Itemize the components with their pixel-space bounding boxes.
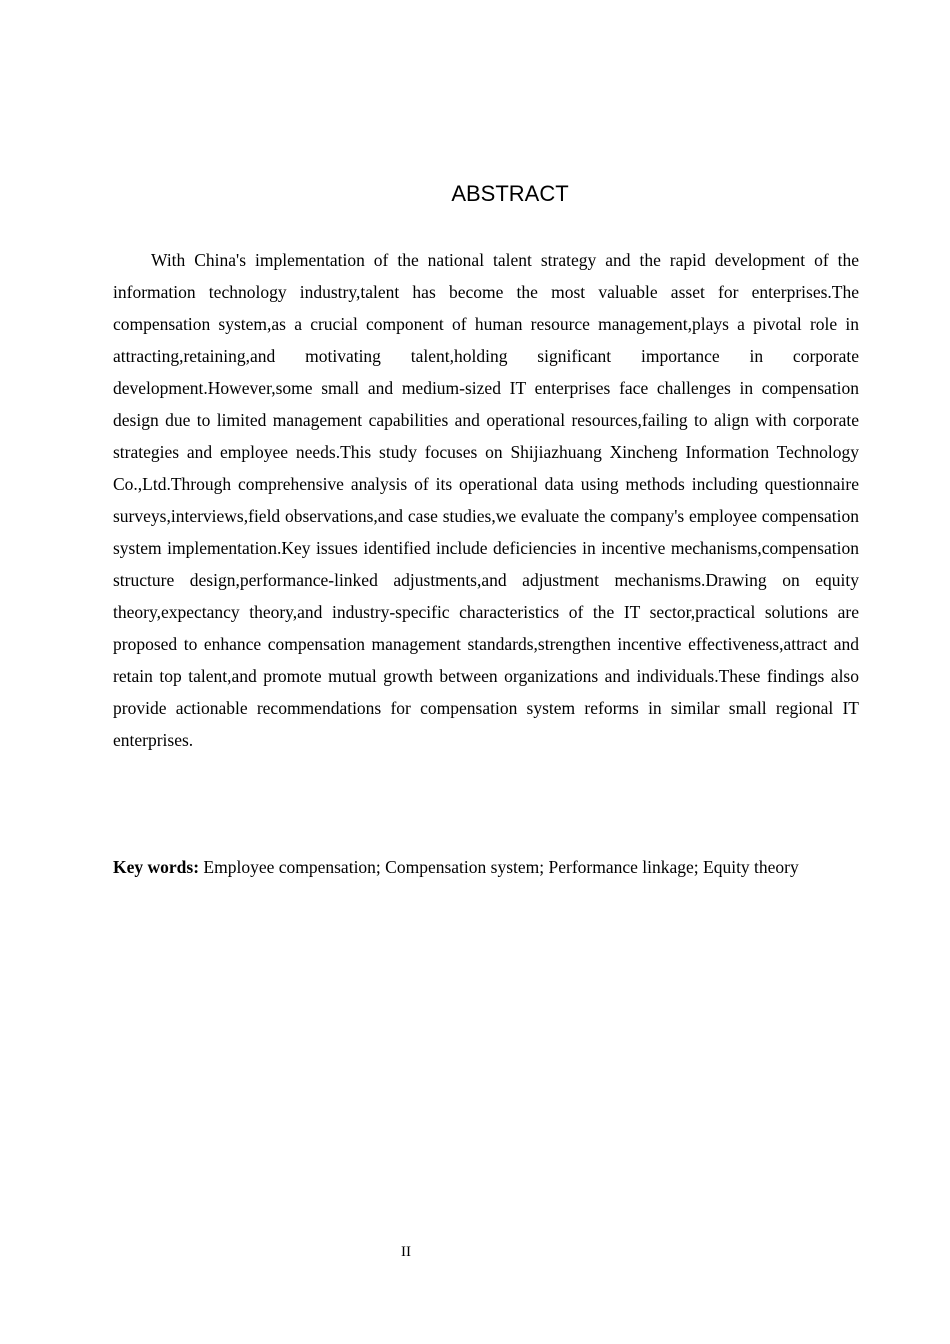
abstract-title: ABSTRACT [451,181,569,206]
keywords-paragraph [113,851,859,883]
abstract-body: With China's implementation of the national talent strategy and the rapid development of the information technology industry,talent has become the most valuable asset for enterprises.The compensation system,as a crucial component of human resource management,plays a pivotal role in attracting,retaining,and motivating talent,holding significant importance in corporate development.However,some small and medium-sized IT enterprises face challenges in compensation design due to limited management capabilities and operational resources,failing to align with corporate strategies and employee needs.This study focuses on Shijiazhuang Xincheng Information Technology Co.,Ltd.Through comprehensive analysis of its operational data using methods including questionnaire surveys,interviews,field observations,and case studies,we evaluate the company's employee compensation system implementation.Key issues identified include deficiencies in incentive mechanisms,compensation structure design,performance-linked adjustments,and adjustment mechanisms.Drawing on equity theory,expectancy theory,and industry-specific characteristics of the IT sector,practical solutions are proposed to enhance compensation management standards,strengthen incentive effectiveness,attract and retain top talent,and promote mutual growth between organizations and individuals.These findings also provide actionable recommendations for compensation system reforms in similar small regional IT enterprises. [113,250,859,750]
keywords-text: Employee compensation; Compensation system; Performance linkage; Equity theory [203,857,799,877]
keywords-label: Key words: [113,857,200,877]
page-number: II [401,1244,411,1260]
